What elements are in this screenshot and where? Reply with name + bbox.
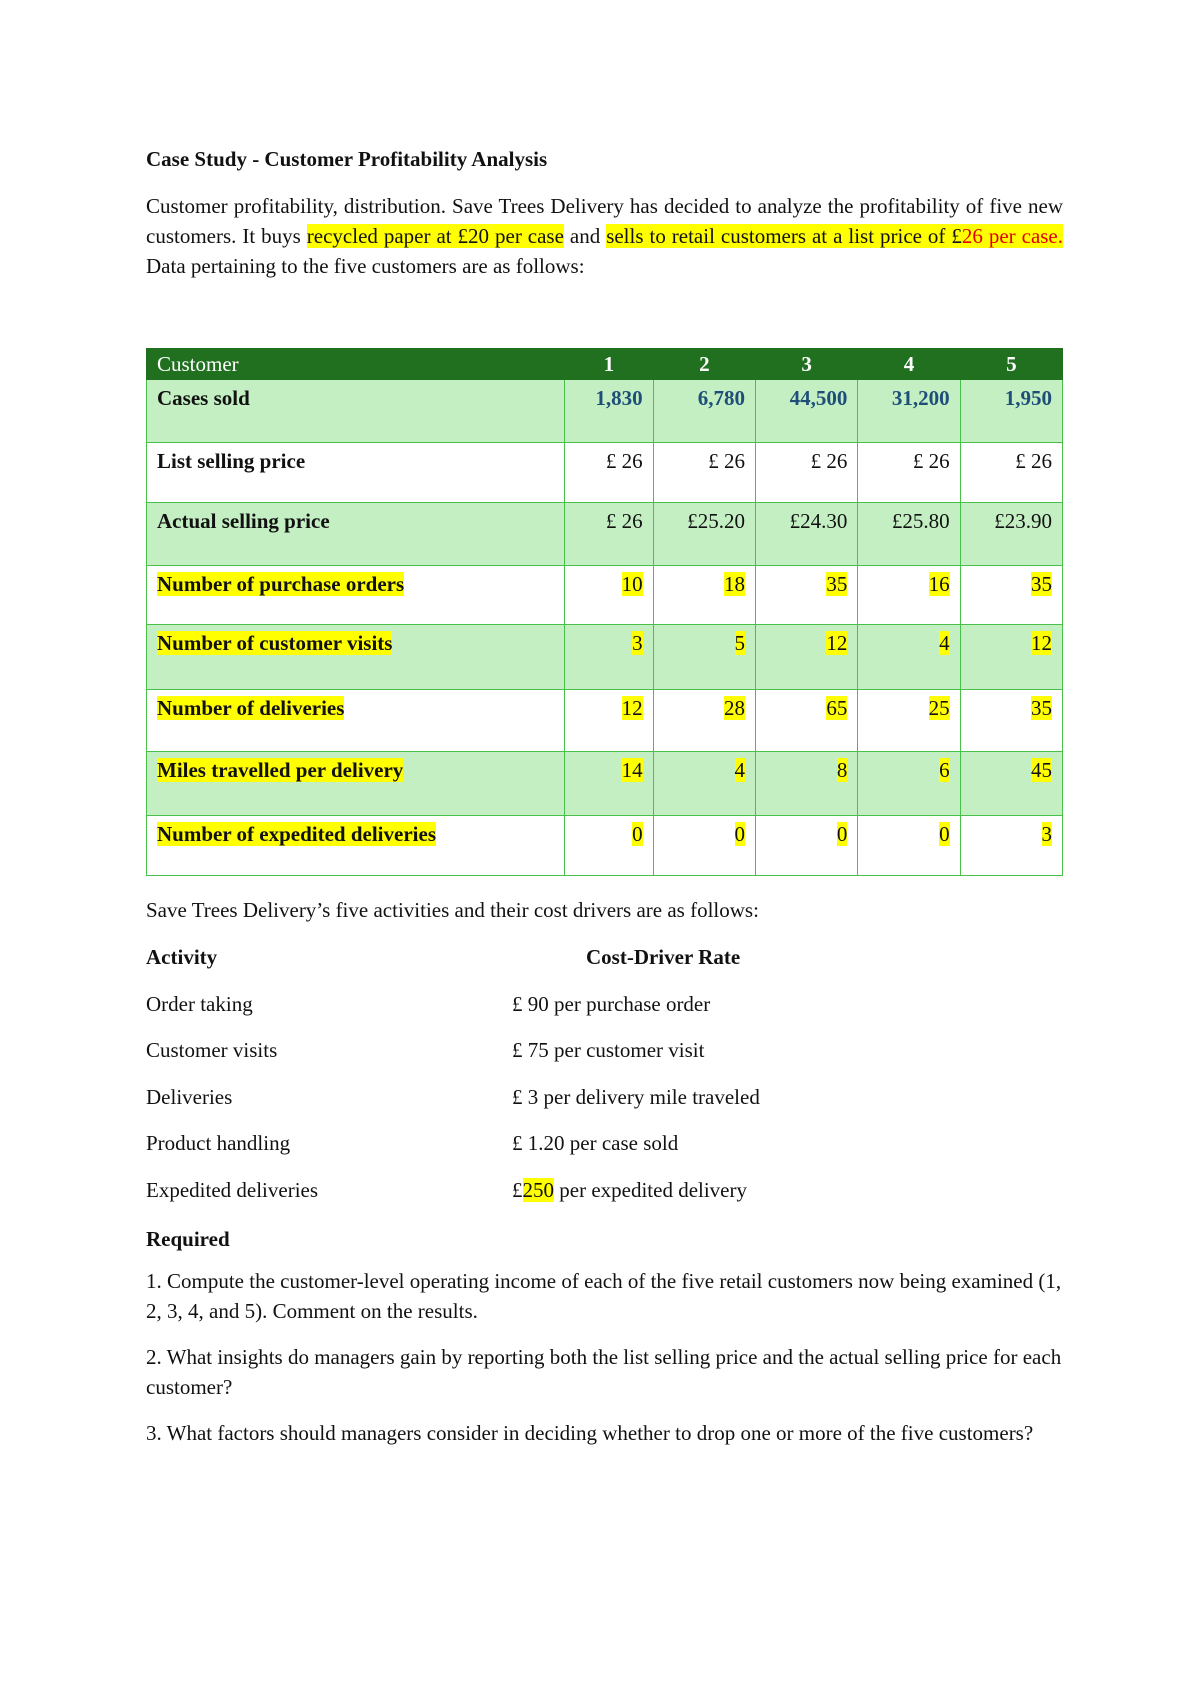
cell: 1,830	[565, 380, 654, 443]
rate-column-header: Cost-Driver Rate	[586, 945, 741, 969]
cell: 6,780	[653, 380, 755, 443]
activity-row	[146, 1085, 1063, 1132]
cell-text: 35	[1031, 572, 1052, 596]
cell-text: 12	[826, 631, 848, 655]
table-row-purchase-orders	[147, 566, 1063, 625]
activity-name: Product handling	[146, 1131, 291, 1155]
row-label: List selling price	[147, 443, 565, 503]
row-label	[147, 566, 565, 625]
customer-data-table	[146, 348, 1063, 876]
cell	[756, 816, 858, 876]
rate-prefix: £	[512, 1177, 523, 1202]
cell-text: 8	[836, 758, 848, 782]
cell-text: 65	[826, 696, 848, 720]
cell	[858, 690, 960, 752]
header-col-4: 4	[858, 349, 960, 380]
row-label-text: Number of purchase orders	[157, 572, 405, 596]
cell	[565, 690, 654, 752]
activity-rate: £ 90 per purchase order	[512, 991, 711, 1016]
table-row-cases-sold	[147, 380, 1063, 443]
table-header-row	[147, 349, 1063, 380]
cell	[653, 816, 755, 876]
cell	[565, 752, 654, 816]
cell-text: 12	[621, 696, 643, 720]
row-label	[147, 690, 565, 752]
activity-cost-list	[146, 945, 1063, 1224]
cell	[858, 816, 960, 876]
row-label: Actual selling price	[147, 503, 565, 566]
row-label-text: Number of expedited deliveries	[157, 822, 436, 846]
activity-name: Deliveries	[146, 1084, 233, 1109]
activity-name: Customer visits	[146, 1038, 278, 1062]
cell-text: 14	[621, 758, 643, 782]
activities-intro: Save Trees Delivery’s five activities and their cost drivers are as follows:	[146, 898, 759, 922]
cell: £ 26	[565, 443, 654, 503]
required-heading: Required	[146, 1227, 230, 1251]
cell	[756, 566, 858, 625]
cell	[960, 816, 1062, 876]
table-row-miles-per-delivery	[147, 752, 1063, 816]
cell-text: 0	[939, 822, 950, 846]
cell	[756, 625, 858, 690]
header-col-1: 1	[565, 349, 654, 380]
intro-highlight-sell	[606, 224, 1063, 248]
cell	[756, 752, 858, 816]
cell	[960, 566, 1062, 625]
activity-name: Expedited deliveries	[146, 1177, 319, 1202]
cell: £23.90	[960, 503, 1062, 566]
question-1: 1. Compute the customer-level operating income of each of the five retail customers now being examined (1, 2, 3, 4, and 5). Comment on the results.	[146, 1269, 1062, 1323]
cell: £ 26	[756, 443, 858, 503]
cell-text: 0	[836, 822, 848, 846]
cell-text: 28	[724, 696, 745, 720]
cell-text: 35	[826, 572, 848, 596]
row-label	[147, 625, 565, 690]
cell	[960, 690, 1062, 752]
cell	[565, 816, 654, 876]
table-row-deliveries	[147, 690, 1063, 752]
cell: 1,950	[960, 380, 1062, 443]
intro-highlight-sell-text: sells to retail customers at a list price of £	[606, 224, 962, 248]
cell-text: 10	[621, 572, 643, 596]
intro-text-2: and	[563, 224, 607, 248]
table-row-list-price	[147, 443, 1063, 503]
cell-text: 4	[734, 758, 745, 782]
cell-text: 18	[724, 572, 745, 596]
cell: £ 26	[653, 443, 755, 503]
intro-highlight-purchase: recycled paper at £20 per case	[306, 224, 564, 248]
activity-row	[146, 1178, 1063, 1225]
rate-highlight: 250	[522, 1177, 554, 1202]
cell: £25.20	[653, 503, 755, 566]
question-3: 3. What factors should managers consider in deciding whether to drop one or more of the five customers?	[146, 1421, 1034, 1445]
intro-paragraph	[146, 191, 1063, 281]
row-label-text: Number of deliveries	[157, 696, 345, 720]
cell: £24.30	[756, 503, 858, 566]
cell-text: 3	[1041, 822, 1052, 846]
activity-rate	[512, 1178, 747, 1203]
cell: 31,200	[858, 380, 960, 443]
row-label: Cases sold	[147, 380, 565, 443]
cell-text: 4	[939, 631, 950, 655]
row-label	[147, 752, 565, 816]
cell-text: 16	[928, 572, 950, 596]
header-col-2: 2	[653, 349, 755, 380]
intro-text-3: Data pertaining to the five customers are as follows:	[146, 254, 585, 278]
cell-text: 45	[1031, 758, 1052, 782]
intro-text-1: Customer profitability, distribution. Save Trees Delivery has decided to analyze the profitability of five new customers. It buys	[146, 194, 1063, 248]
activity-row	[146, 992, 1063, 1039]
table-row-expedited-deliveries	[147, 816, 1063, 876]
cell: £25.80	[858, 503, 960, 566]
cell	[565, 625, 654, 690]
cell: £ 26	[960, 443, 1062, 503]
activity-row	[146, 1038, 1063, 1085]
activity-name: Order taking	[146, 991, 253, 1016]
header-customer-label: Customer	[147, 349, 565, 380]
row-label	[147, 816, 565, 876]
header-col-5: 5	[960, 349, 1062, 380]
table-row-customer-visits	[147, 625, 1063, 690]
rate-suffix: per expedited delivery	[554, 1177, 747, 1202]
activity-header-row	[146, 945, 1063, 992]
cell	[653, 625, 755, 690]
activity-rate: £ 75 per customer visit	[512, 1038, 705, 1062]
page-title: Case Study - Customer Profitability Analysis	[146, 147, 548, 171]
cell	[653, 690, 755, 752]
cell-text: 35	[1031, 696, 1052, 720]
cell-text: 12	[1031, 631, 1052, 655]
intro-highlight-sell-price: 26 per case.	[961, 224, 1064, 248]
header-col-3: 3	[756, 349, 858, 380]
cell-text: 25	[928, 696, 950, 720]
cell: 44,500	[756, 380, 858, 443]
cell-text: 5	[734, 631, 745, 655]
cell-text: 3	[632, 631, 643, 655]
cell: £ 26	[858, 443, 960, 503]
cell	[960, 752, 1062, 816]
cell	[858, 625, 960, 690]
activity-rate: £ 1.20 per case sold	[512, 1131, 679, 1155]
activity-column-header: Activity	[146, 945, 218, 969]
cell	[756, 690, 858, 752]
cell	[653, 752, 755, 816]
question-2: 2. What insights do managers gain by reporting both the list selling price and the actual selling price for each customer?	[146, 1345, 1062, 1399]
cell-text: 6	[939, 758, 950, 782]
cell	[858, 566, 960, 625]
row-label-text: Miles travelled per delivery	[157, 758, 404, 782]
activity-rate: £ 3 per delivery mile traveled	[512, 1084, 760, 1109]
cell	[653, 566, 755, 625]
table-row-actual-price	[147, 503, 1063, 566]
cell: £ 26	[565, 503, 654, 566]
cell	[565, 566, 654, 625]
row-label-text: Number of customer visits	[157, 631, 393, 655]
activity-row	[146, 1131, 1063, 1178]
cell-text: 0	[632, 822, 643, 846]
cell	[960, 625, 1062, 690]
cell-text: 0	[734, 822, 745, 846]
cell	[858, 752, 960, 816]
